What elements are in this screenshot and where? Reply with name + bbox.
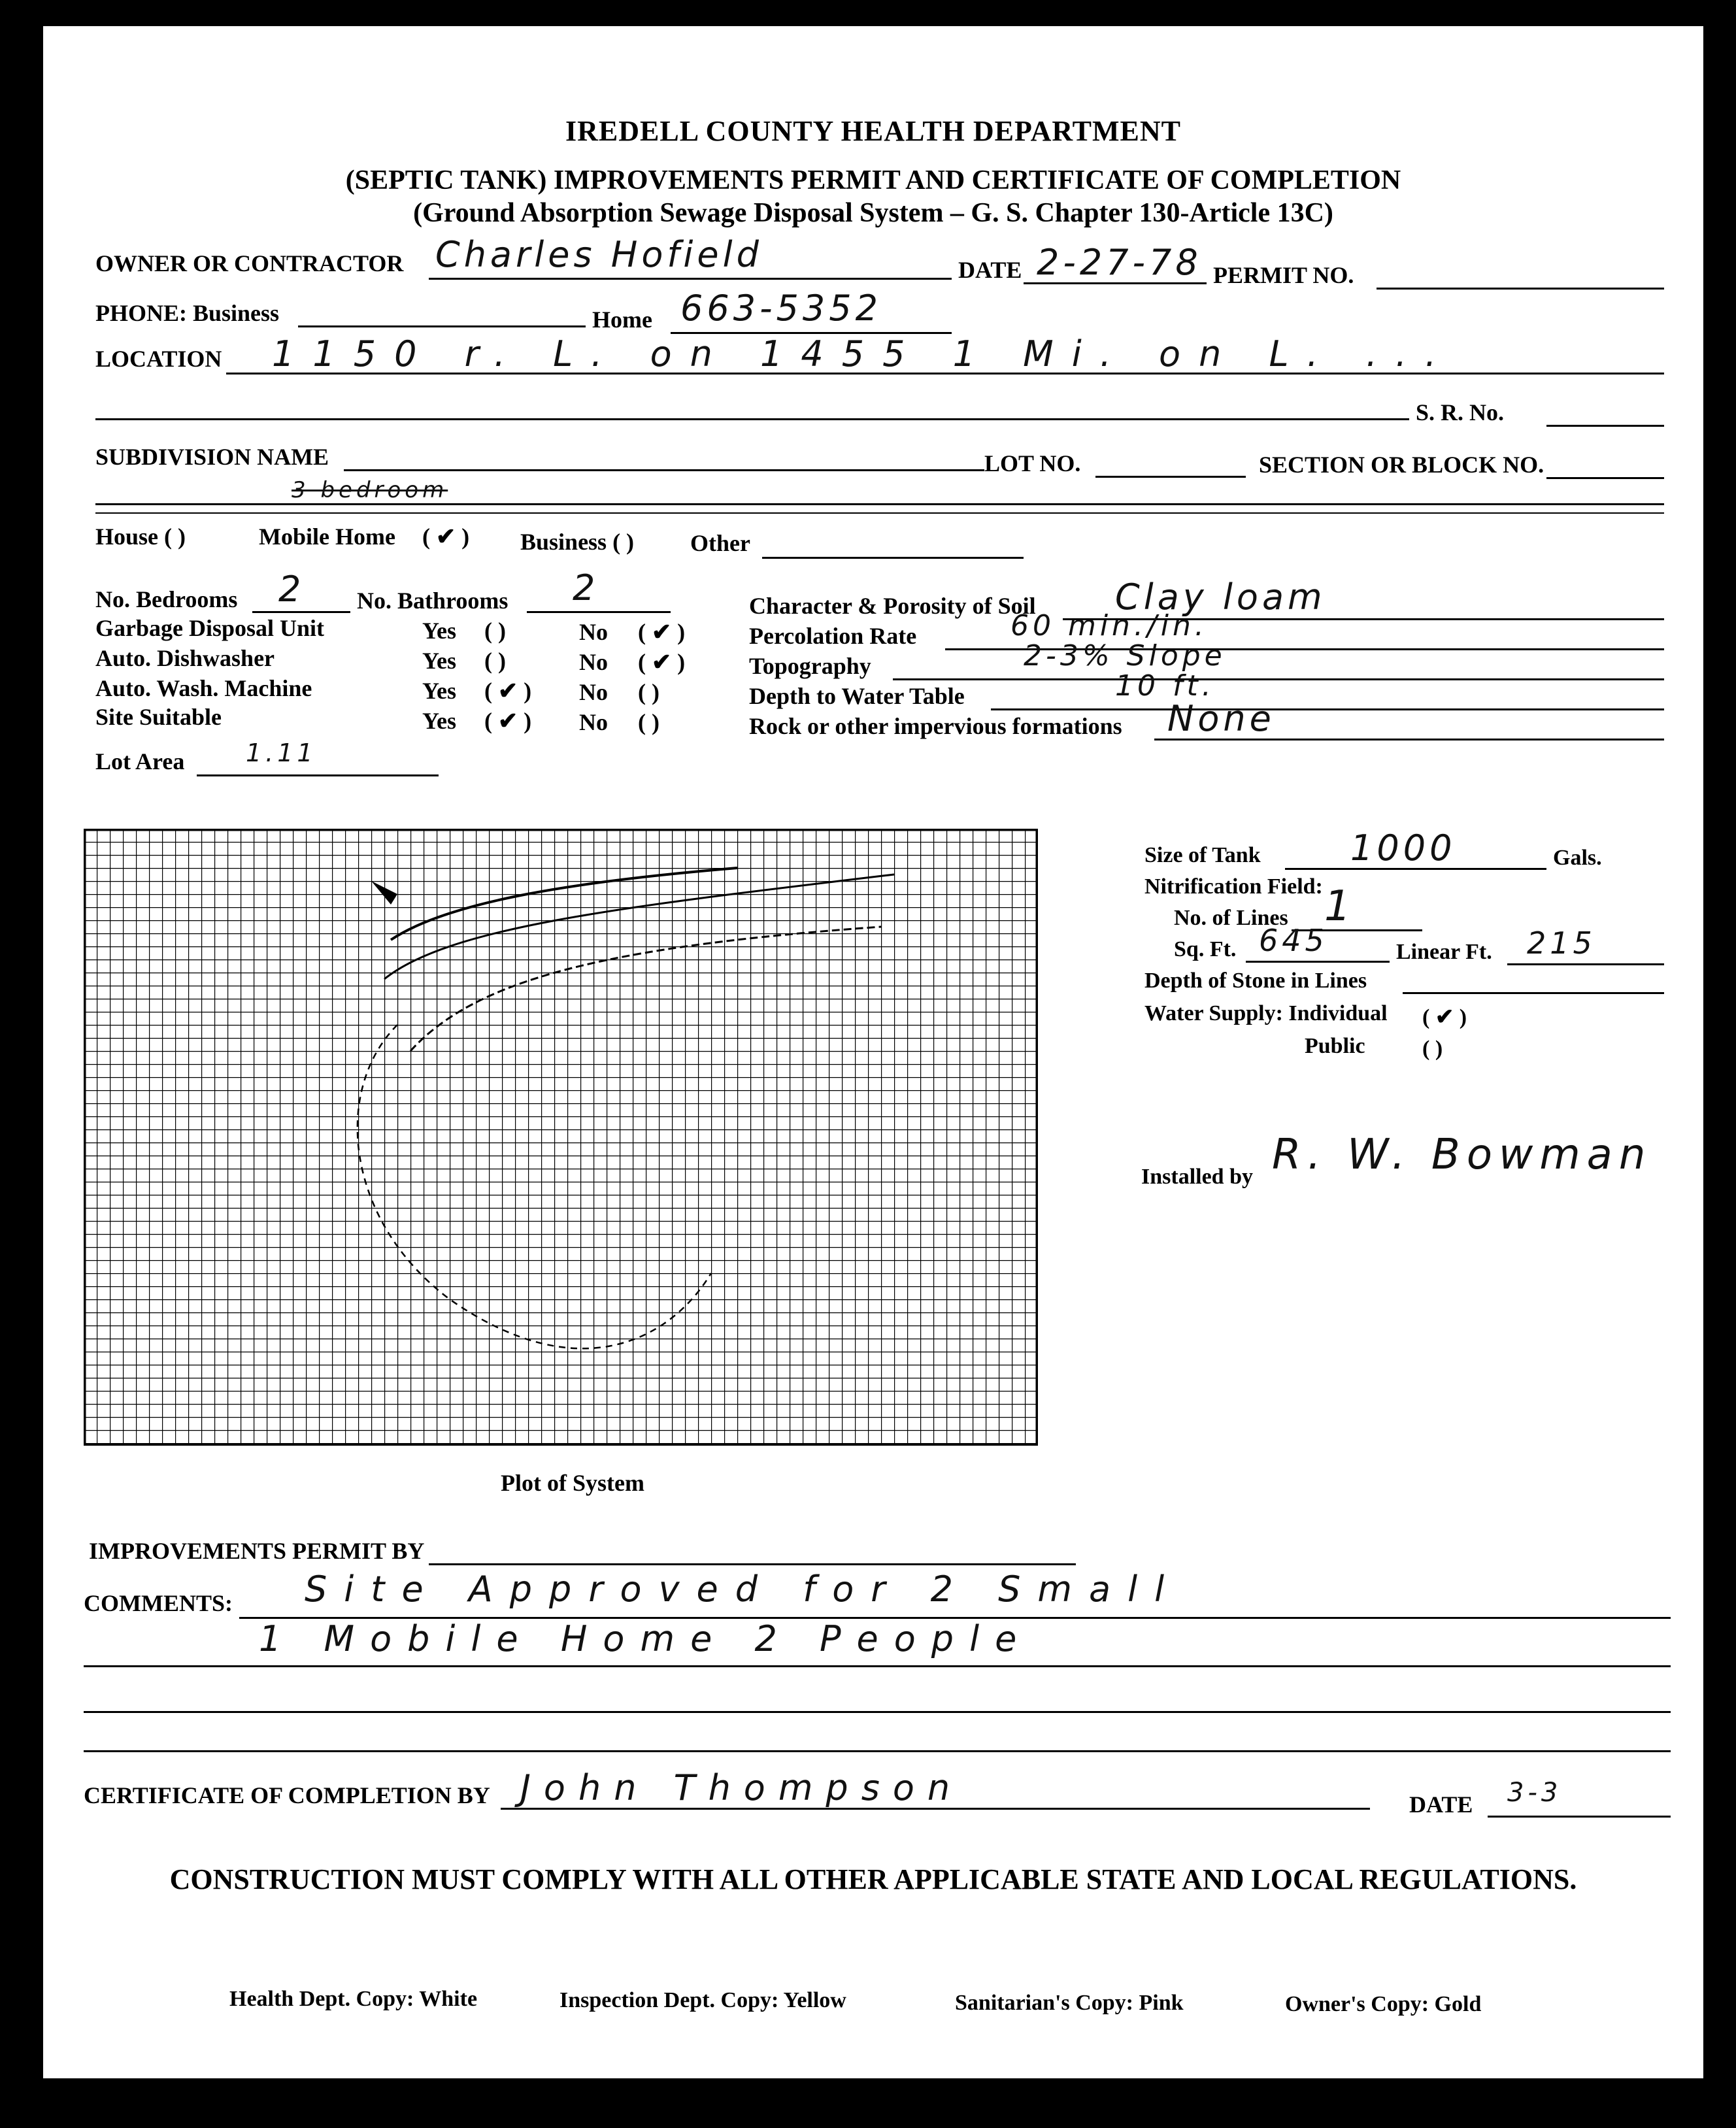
bathrooms-value: 2 bbox=[573, 567, 599, 608]
tank-size-value: 1000 bbox=[1350, 827, 1456, 869]
dishwasher-yes-box: ( ) bbox=[484, 648, 506, 674]
copy-sanitarian: Sanitarian's Copy: Pink bbox=[955, 1991, 1184, 2015]
house-option: House ( ) bbox=[95, 524, 186, 550]
certificate-date-label: DATE bbox=[1409, 1791, 1473, 1818]
comments-line-4 bbox=[84, 1750, 1671, 1752]
lot-no-label: LOT NO. bbox=[984, 450, 1081, 476]
bedrooms-label: No. Bedrooms bbox=[95, 586, 238, 612]
wash-no-box: ( ) bbox=[638, 679, 659, 705]
soil-value: Clay loam bbox=[1115, 576, 1326, 618]
dishwasher-no-box: ( ✔ ) bbox=[638, 649, 686, 675]
bathrooms-line bbox=[527, 611, 671, 613]
comment-line-1: Site Approved for 2 Small bbox=[305, 1569, 1182, 1610]
business-option: Business ( ) bbox=[520, 529, 635, 555]
section-line bbox=[1546, 477, 1664, 479]
bedrooms-value: 2 bbox=[278, 569, 305, 610]
water-table-value: 10 ft. bbox=[1115, 669, 1215, 703]
installed-by-label: Installed by bbox=[1141, 1165, 1253, 1189]
water-supply-label: Water Supply: Individual bbox=[1144, 1001, 1388, 1025]
gals-label: Gals. bbox=[1553, 846, 1602, 870]
topography-label: Topography bbox=[749, 653, 871, 679]
certificate-date-value: 3-3 bbox=[1507, 1778, 1562, 1808]
percolation-value: 60 min./in. bbox=[1010, 609, 1208, 642]
bedrooms-line bbox=[252, 611, 350, 613]
comments-line-2 bbox=[84, 1665, 1671, 1667]
phone-home-value: 663-5352 bbox=[680, 288, 882, 329]
copy-health: Health Dept. Copy: White bbox=[229, 1987, 478, 2011]
rock-label: Rock or other impervious formations bbox=[749, 713, 1122, 739]
compliance-notice: CONSTRUCTION MUST COMPLY WITH ALL OTHER APPLICABLE STATE AND LOCAL REGULATIONS. bbox=[169, 1863, 1577, 1895]
improvements-permit-line bbox=[429, 1563, 1076, 1565]
wash-yes-box: ( ✔ ) bbox=[484, 678, 532, 704]
certificate-date-line bbox=[1488, 1816, 1671, 1818]
site-no-label: No bbox=[579, 709, 608, 735]
wash-no-label: No bbox=[579, 679, 608, 705]
dishwasher-label: Auto. Dishwasher bbox=[95, 645, 275, 671]
date-value: 2-27-78 bbox=[1037, 242, 1202, 283]
garbage-no-box: ( ✔ ) bbox=[638, 619, 686, 645]
permit-form bbox=[43, 26, 1703, 2078]
permit-no-label: PERMIT NO. bbox=[1213, 262, 1354, 288]
form-subtitle: (Ground Absorption Sewage Disposal System – G. S. Chapter 130-Article 13C) bbox=[413, 198, 1333, 228]
site-yes-label: Yes bbox=[422, 708, 456, 734]
garbage-disposal-label: Garbage Disposal Unit bbox=[95, 615, 325, 641]
sr-no-label: S. R. No. bbox=[1416, 399, 1505, 425]
stone-depth-line bbox=[1403, 992, 1664, 994]
linear-line bbox=[1507, 963, 1664, 965]
garbage-yes-box: ( ) bbox=[484, 618, 506, 644]
subdivision-line bbox=[344, 469, 984, 471]
certificate-value: John Thompson bbox=[520, 1767, 963, 1808]
installed-by-value: R. W. Bowman bbox=[1272, 1131, 1652, 1179]
certificate-label: CERTIFICATE OF COMPLETION BY bbox=[84, 1782, 490, 1808]
department-title: IREDELL COUNTY HEALTH DEPARTMENT bbox=[565, 115, 1181, 147]
wash-yes-label: Yes bbox=[422, 678, 456, 704]
owner-value: Charles Hofield bbox=[435, 234, 763, 275]
wash-machine-label: Auto. Wash. Machine bbox=[95, 675, 312, 701]
lot-area-value: 1.11 bbox=[246, 739, 317, 767]
location-value: 1150 r. L. on 1455 1 Mi. on L. ... bbox=[272, 333, 1455, 374]
site-yes-box: ( ✔ ) bbox=[484, 708, 532, 734]
comment-line-2: 1 Mobile Home 2 People bbox=[259, 1618, 1033, 1659]
linear-label: Linear Ft. bbox=[1396, 940, 1492, 964]
sqft-label: Sq. Ft. bbox=[1174, 937, 1237, 961]
bathrooms-label: No. Bathrooms bbox=[357, 588, 509, 614]
improvements-permit-label: IMPROVEMENTS PERMIT BY bbox=[89, 1538, 425, 1564]
rock-value: None bbox=[1167, 698, 1275, 739]
permit-no-line bbox=[1377, 288, 1664, 290]
dishwasher-no-label: No bbox=[579, 649, 608, 675]
other-label: Other bbox=[690, 530, 750, 556]
separator-line bbox=[95, 503, 1664, 505]
subdivision-label: SUBDIVISION NAME bbox=[95, 444, 329, 470]
sqft-value: 645 bbox=[1259, 923, 1328, 958]
lot-area-label: Lot Area bbox=[95, 748, 185, 774]
stone-depth-label: Depth of Stone in Lines bbox=[1144, 969, 1367, 993]
site-no-box: ( ) bbox=[638, 709, 659, 735]
percolation-label: Percolation Rate bbox=[749, 623, 917, 649]
phone-business-label: PHONE: Business bbox=[95, 300, 280, 326]
location-label: LOCATION bbox=[95, 346, 222, 372]
plot-grid bbox=[84, 829, 1038, 1446]
lot-area-line bbox=[197, 774, 439, 776]
public-label: Public bbox=[1305, 1034, 1365, 1058]
copy-owner: Owner's Copy: Gold bbox=[1285, 1992, 1482, 2016]
public-check: ( ) bbox=[1422, 1037, 1443, 1061]
topography-line bbox=[893, 678, 1664, 680]
struck-note: 3 bedroom bbox=[292, 477, 448, 503]
linear-value: 215 bbox=[1527, 925, 1596, 961]
comments-line-3 bbox=[84, 1711, 1671, 1713]
topography-value: 2-3% Slope bbox=[1024, 639, 1226, 673]
owner-label: OWNER OR CONTRACTOR bbox=[95, 250, 404, 276]
location-line-2 bbox=[95, 418, 1409, 420]
copy-inspection: Inspection Dept. Copy: Yellow bbox=[559, 1988, 846, 2012]
lines-value: 1 bbox=[1324, 882, 1355, 931]
sqft-line bbox=[1246, 961, 1390, 963]
section-label: SECTION OR BLOCK NO. bbox=[1259, 452, 1544, 478]
separator-line-2 bbox=[95, 512, 1664, 514]
water-table-line bbox=[991, 708, 1664, 710]
plot-caption: Plot of System bbox=[501, 1470, 644, 1496]
phone-business-line bbox=[298, 325, 586, 327]
site-suitable-label: Site Suitable bbox=[95, 704, 222, 730]
comments-label: COMMENTS: bbox=[84, 1590, 233, 1616]
water-table-label: Depth to Water Table bbox=[749, 683, 965, 709]
other-line bbox=[762, 557, 1024, 559]
lines-label: No. of Lines bbox=[1174, 906, 1288, 930]
form-title: (SEPTIC TANK) IMPROVEMENTS PERMIT AND CERTIFICATE OF COMPLETION bbox=[345, 165, 1401, 195]
soil-label: Character & Porosity of Soil bbox=[749, 593, 1036, 619]
lot-no-line bbox=[1095, 476, 1246, 478]
phone-home-label: Home bbox=[592, 307, 652, 333]
garbage-no-label: No bbox=[579, 619, 608, 645]
dishwasher-yes-label: Yes bbox=[422, 648, 456, 674]
mobile-home-check: ( ✔ ) bbox=[422, 524, 470, 550]
sr-no-line bbox=[1546, 425, 1664, 427]
garbage-yes-label: Yes bbox=[422, 618, 456, 644]
tank-size-label: Size of Tank bbox=[1144, 843, 1261, 867]
mobile-home-label: Mobile Home bbox=[259, 524, 395, 550]
nitrification-label: Nitrification Field: bbox=[1144, 874, 1323, 899]
date-label: DATE bbox=[958, 257, 1022, 283]
individual-check: ( ✔ ) bbox=[1422, 1005, 1467, 1029]
owner-line bbox=[429, 278, 952, 280]
